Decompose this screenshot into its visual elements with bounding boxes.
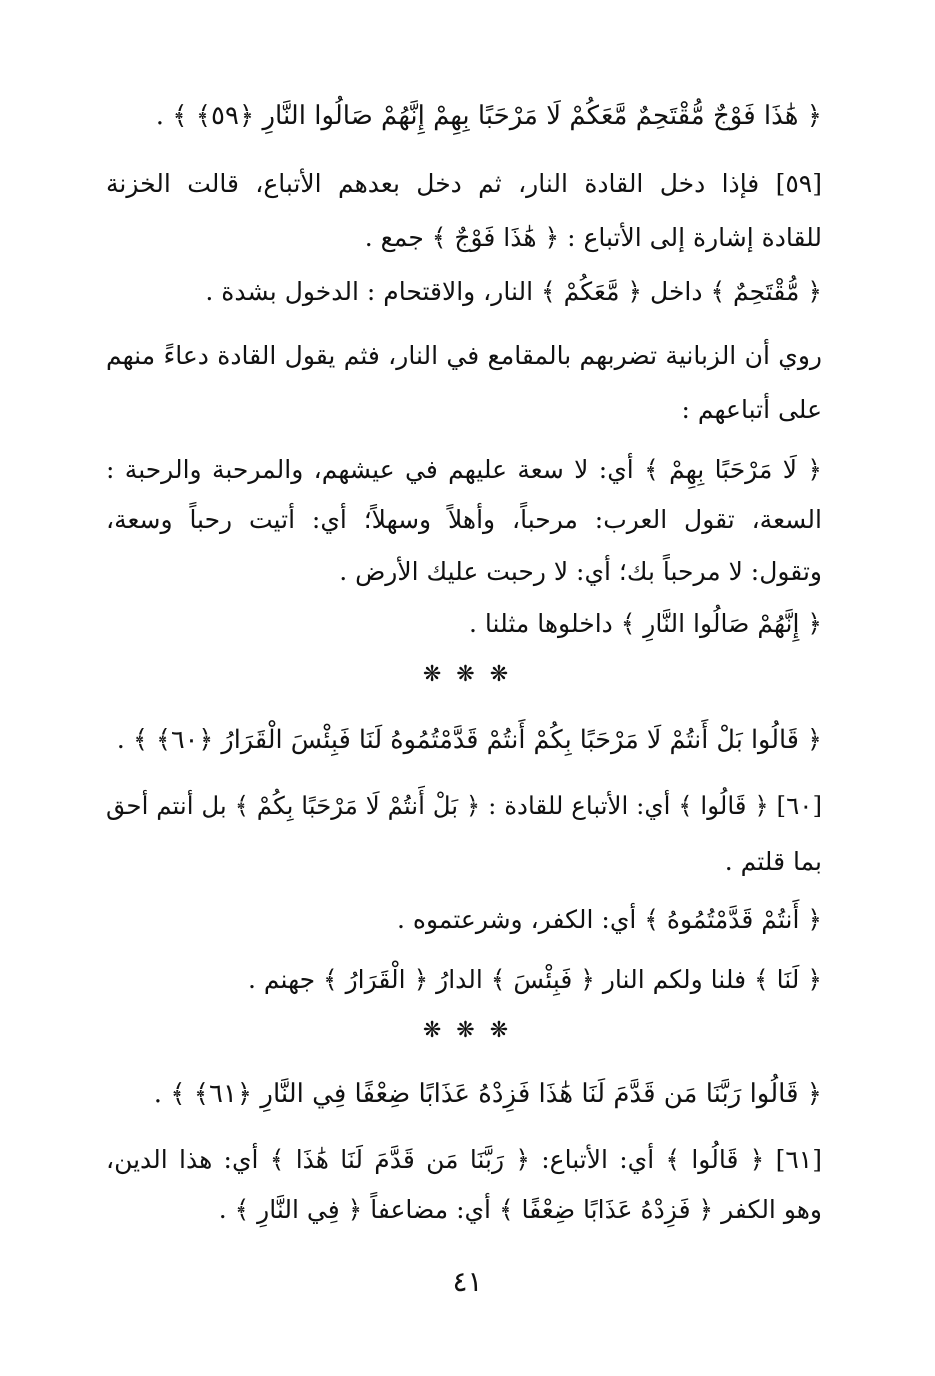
commentary-59-line5: على أتباعهم : bbox=[681, 395, 822, 424]
section-separator-1: ❋ ❋ ❋ bbox=[422, 662, 513, 687]
commentary-60-line3: ﴿ أَنتُمْ قَدَّمْتُمُوهُ ﴾ أي: الكفر، وشرعتموه . bbox=[397, 905, 822, 934]
commentary-61-line2: وهو الكفر ﴿ فَزِدْهُ عَذَابًا ضِعْفًا ﴾ أي: مضاعفاً ﴿ فِي النَّارِ ﴾ . bbox=[218, 1195, 822, 1224]
commentary-60-line1: [٦٠] ﴿ قَالُوا ﴾ أي: الأتباع للقادة : ﴿ بَلْ أَنتُمْ لَا مَرْحَبًا بِكُمْ ﴾ بل أنتم أحق bbox=[106, 791, 822, 820]
commentary-61-line1: [٦١] ﴿ قَالُوا ﴾ أي: الأتباع: ﴿ رَبَّنَا مَن قَدَّمَ لَنَا هَٰذَا ﴾ أي: هذا الدين، bbox=[106, 1145, 822, 1174]
commentary-60-line4: ﴿ لَنَا ﴾ فلنا ولكم النار ﴿ فَبِئْسَ ﴾ الدارُ ﴿ الْقَرَارُ ﴾ جهنم . bbox=[248, 965, 822, 994]
verse-60: ﴿ قَالُوا بَلْ أَنتُمْ لَا مَرْحَبًا بِكُمْ أَنتُمْ قَدَّمْتُمُوهُ لَنَا فَبِئْسَ الْقَرَارُ ﴿٦٠﴾ ﴾ . bbox=[116, 725, 822, 755]
verse-61: ﴿ قَالُوا رَبَّنَا مَن قَدَّمَ لَنَا هَٰذَا فَزِدْهُ عَذَابًا ضِعْفًا فِي النَّارِ ﴿٦١﴾ ﴾ . bbox=[153, 1079, 822, 1109]
commentary-59-line8: وتقول: لا مرحباً بك؛ أي: لا رحبت عليك الأرض . bbox=[339, 557, 822, 586]
commentary-59-line6: ﴿ لَا مَرْحَبًا بِهِمْ ﴾ أي: لا سعة عليهم في عيشهم، والمرحبة والرحبة : bbox=[106, 455, 822, 484]
commentary-59-line4: روي أن الزبانية تضربهم بالمقامع في النار، فثم يقول القادة دعاءً منهم bbox=[106, 341, 822, 370]
commentary-59-line1: [٥٩] فإذا دخل القادة النار، ثم دخل بعدهم الأتباع، قالت الخزنة bbox=[106, 169, 822, 198]
commentary-59-line9: ﴿ إِنَّهُمْ صَالُوا النَّارِ ﴾ داخلوها مثلنا . bbox=[469, 609, 822, 638]
section-separator-2: ❋ ❋ ❋ bbox=[422, 1018, 513, 1043]
commentary-59-line7: السعة، تقول العرب: مرحباً، وأهلاً وسهلاً؛ أي: أتيت رحباً وسعة، bbox=[106, 505, 822, 534]
commentary-59-line3: ﴿ مُّقْتَحِمٌ ﴾ داخل ﴿ مَّعَكُمْ ﴾ النار، والاقتحام : الدخول بشدة . bbox=[205, 277, 822, 306]
verse-59: ﴿ هَٰذَا فَوْجٌ مُّقْتَحِمٌ مَّعَكُمْ لَا مَرْحَبًا بِهِمْ إِنَّهُمْ صَالُوا النَّارِ ﴿٥٩﴾ ﴾ . bbox=[155, 101, 822, 131]
commentary-60-line2: بما قلتم . bbox=[724, 847, 822, 876]
commentary-59-line2: للقادة إشارة إلى الأتباع : ﴿ هَٰذَا فَوْجٌ ﴾ جمع . bbox=[364, 223, 822, 252]
page-number: ٤١ bbox=[452, 1265, 483, 1298]
